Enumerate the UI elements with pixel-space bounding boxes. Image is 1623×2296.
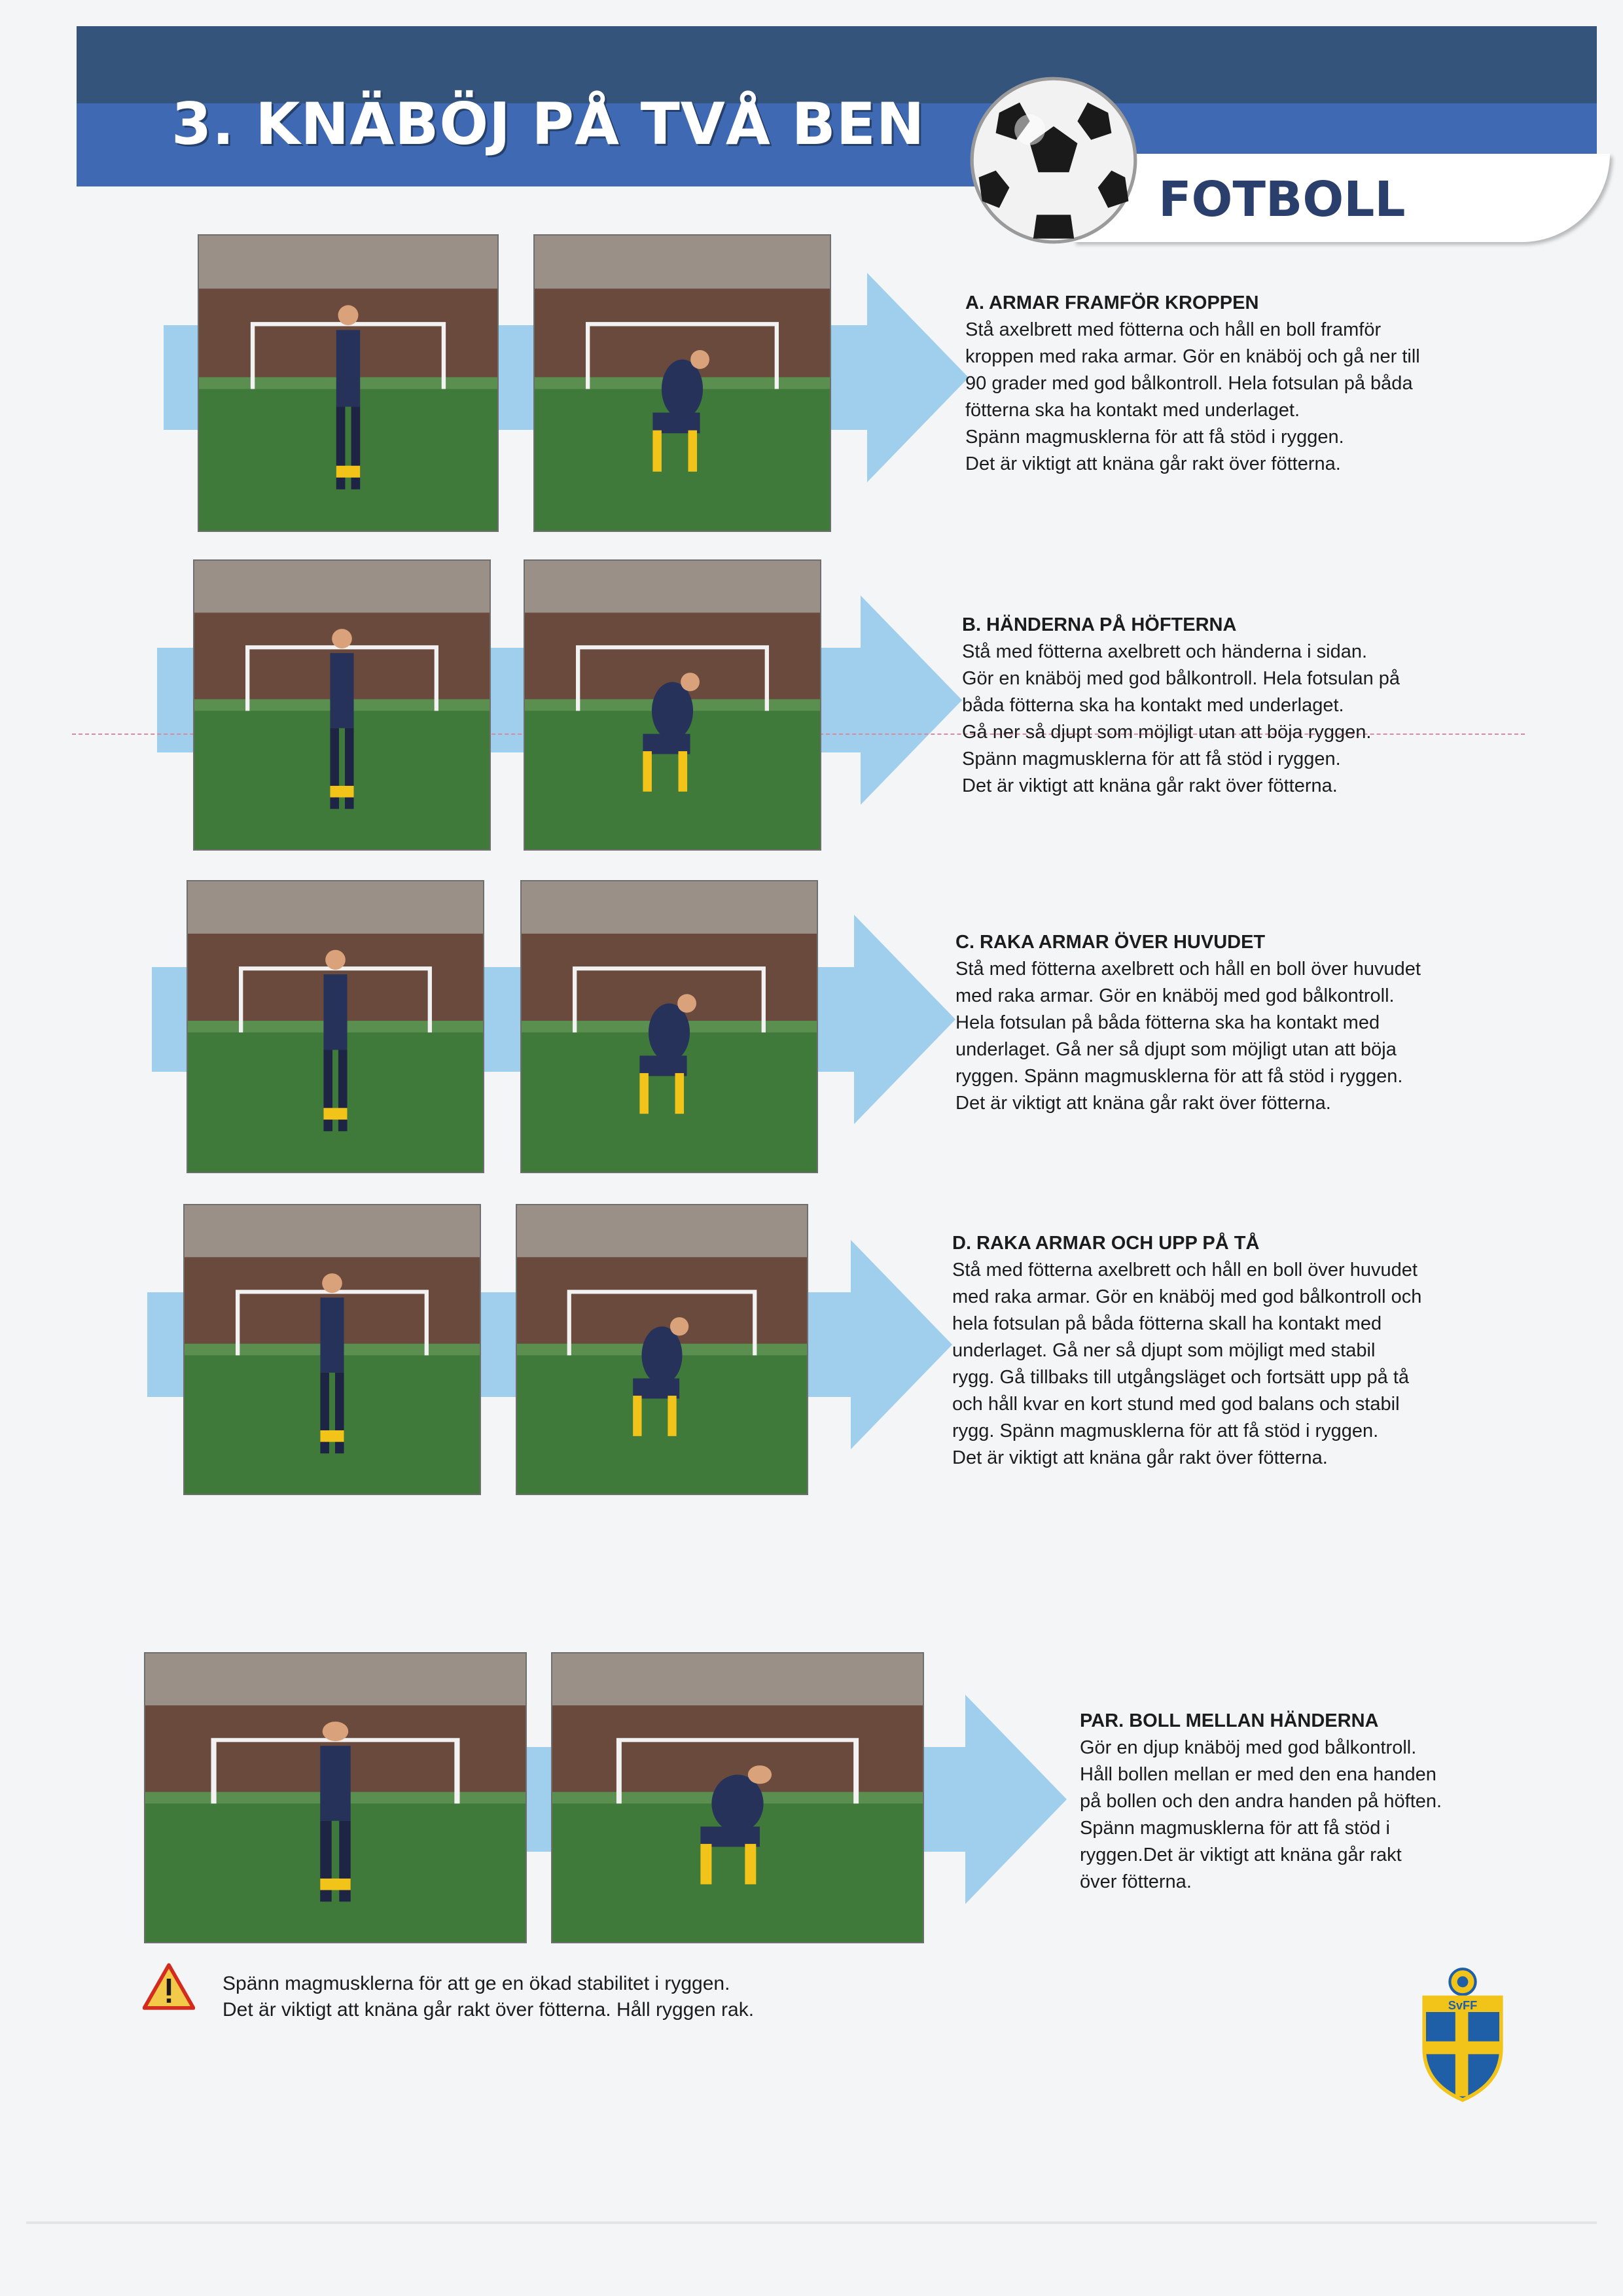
person-thighs	[652, 413, 700, 434]
exercise-a-line: Spänn magmusklerna för att få stöd i ryggen.	[965, 427, 1344, 448]
person-torso	[323, 974, 347, 1050]
row-d-photo-standing	[183, 1204, 481, 1495]
photo-image	[517, 1205, 807, 1494]
exercise-a-line: Det är viktigt att knäna går rakt över fötterna.	[965, 453, 1341, 474]
photo-sky	[145, 1653, 526, 1705]
exercise-a-line: 90 grader med god bålkontroll. Hela fotsulan på båda	[965, 373, 1413, 394]
exercise-c-heading: C. RAKA ARMAR ÖVER HUVUDET	[955, 932, 1266, 953]
exercise-a-line: fötterna ska ha kontakt med underlaget.	[965, 400, 1300, 421]
person-torso	[336, 330, 360, 406]
exercise-a-heading: A. ARMAR FRAMFÖR KROPPEN	[965, 292, 1259, 313]
photo-sky	[188, 881, 483, 934]
exercise-c-line: underlaget. Gå ner så djupt som möjligt utan att böja	[955, 1039, 1397, 1060]
photo-image	[188, 881, 483, 1172]
row-c-photo-standing	[187, 880, 484, 1173]
exercise-b-line: Det är viktigt att knäna går rakt över fötterna.	[962, 775, 1338, 796]
row-a-photo-standing	[198, 234, 499, 532]
exercise-par-line: Spänn magmusklerna för att få stöd i	[1080, 1818, 1390, 1839]
exercise-par-heading: PAR. BOLL MELLAN HÄNDERNA	[1080, 1710, 1379, 1731]
exercise-d-line: Stå med fötterna axelbrett och håll en boll över huvudet	[952, 1260, 1418, 1280]
exercise-b-line: Stå med fötterna axelbrett och händerna i sidan.	[962, 641, 1368, 662]
exercise-b-line: Gå ner så djupt som möjligt utan att böja ryggen.	[962, 722, 1372, 743]
exercise-par-line: över fötterna.	[1080, 1871, 1192, 1892]
row-c-arrow-icon	[854, 915, 955, 1124]
person-leg	[633, 1396, 641, 1436]
row-d-photo-squat	[516, 1204, 808, 1495]
warning-line: Spänn magmusklerna för att ge en ökad stabilitet i ryggen.	[223, 1973, 730, 1994]
person-head	[681, 673, 700, 691]
photo-sky	[185, 1205, 480, 1257]
photo-image	[535, 236, 830, 531]
person-thighs	[633, 1379, 679, 1399]
person-leg	[668, 1396, 676, 1436]
photo-sky	[194, 561, 490, 612]
row-par-photo-squat	[551, 1652, 924, 1943]
person-leg	[745, 1844, 756, 1884]
exercise-par-line: ryggen.Det är viktigt att knäna går rakt	[1080, 1845, 1402, 1865]
soccer-ball-icon	[969, 75, 1139, 245]
exercise-d-line: rygg. Spänn magmusklerna för att få stöd i ryggen.	[952, 1421, 1379, 1441]
person-leg	[700, 1844, 711, 1884]
person-head	[670, 1317, 688, 1335]
exercise-par-line: Håll bollen mellan er med den ena handen	[1080, 1764, 1436, 1785]
person-leg	[679, 751, 688, 792]
person-socks	[323, 1108, 347, 1120]
photo-sky	[199, 236, 497, 289]
exercise-c-line: Stå med fötterna axelbrett och håll en boll över huvudet	[955, 959, 1421, 980]
person-socks	[336, 466, 360, 478]
person-socks	[330, 786, 353, 798]
exercise-par-text	[1080, 1708, 1442, 1896]
exercise-b-line: båda fötterna ska ha kontakt med underlaget.	[962, 695, 1344, 716]
person-head	[322, 1273, 342, 1293]
photo-sky	[522, 881, 817, 934]
person-thighs	[639, 1055, 687, 1076]
photo-sky	[535, 236, 830, 289]
exercise-b-text	[962, 612, 1400, 800]
exercise-c-line: Det är viktigt att knäna går rakt över fötterna.	[955, 1093, 1331, 1114]
exercise-d-line: hela fotsulan på båda fötterna skall ha kontakt med	[952, 1313, 1382, 1334]
photo-image	[522, 881, 817, 1172]
person-head	[690, 350, 709, 369]
exercise-c-line: ryggen. Spänn magmusklerna för att få stöd i ryggen.	[955, 1066, 1403, 1087]
row-b-photo-standing	[193, 559, 491, 851]
photo-image	[199, 236, 497, 531]
person-head	[332, 629, 352, 648]
row-c-photo-squat	[520, 880, 818, 1173]
person-thighs	[643, 734, 690, 754]
photo-image	[525, 561, 820, 849]
person-head	[325, 950, 346, 970]
exercise-d-line: med raka armar. Gör en knäböj med god bålkontroll och	[952, 1286, 1422, 1307]
photo-sky	[525, 561, 820, 612]
row-par-photo-standing	[144, 1652, 527, 1943]
exercise-a-line: Stå axelbrett med fötterna och håll en boll framför	[965, 319, 1382, 340]
person-torso	[320, 1746, 350, 1821]
exercise-b-heading: B. HÄNDERNA PÅ HÖFTERNA	[962, 614, 1237, 635]
person-leg	[643, 751, 652, 792]
exercise-d-heading: D. RAKA ARMAR OCH UPP PÅ TÅ	[952, 1233, 1260, 1254]
exercise-d-text	[952, 1230, 1421, 1472]
person-thighs	[700, 1827, 760, 1847]
exercise-c-line: Hela fotsulan på båda fötterna ska ha kontakt med	[955, 1012, 1380, 1033]
row-a-arrow-icon	[867, 273, 969, 482]
person-socks	[320, 1430, 344, 1442]
exercise-c-line: med raka armar. Gör en knäböj med god bålkontroll.	[955, 985, 1395, 1006]
person-leg	[652, 431, 662, 472]
person-head	[748, 1765, 772, 1784]
photo-image	[552, 1653, 923, 1942]
warning-icon	[143, 1963, 195, 2010]
exercise-b-line: Gör en knäböj med god bålkontroll. Hela fotsulan på	[962, 668, 1400, 689]
photo-image	[194, 561, 490, 849]
row-b-photo-squat	[524, 559, 821, 851]
exercise-d-line: och håll kvar en kort stund med god balans och stabil	[952, 1394, 1400, 1415]
exercise-par-line: Gör en djup knäböj med god bålkontroll.	[1080, 1737, 1417, 1758]
warning-text	[223, 1971, 754, 2023]
warning-line: Det är viktigt att knäna går rakt över fötterna. Håll ryggen rak.	[223, 1999, 755, 2021]
row-a-photo-squat	[533, 234, 831, 532]
crest-text: SvFF	[1448, 1998, 1478, 2012]
photo-sky	[552, 1653, 923, 1705]
person-torso	[320, 1298, 344, 1373]
exercise-a-line: kroppen med raka armar. Gör en knäböj och gå ner till	[965, 346, 1420, 367]
exercise-a-text	[965, 290, 1420, 478]
photo-image	[145, 1653, 526, 1942]
person-head	[323, 1722, 349, 1741]
footer-line	[26, 2221, 1597, 2224]
sport-label: FOTBOLL	[1158, 171, 1406, 228]
row-par-arrow-icon	[965, 1695, 1067, 1904]
exercise-d-line: underlaget. Gå ner så djupt som möjligt med stabil	[952, 1340, 1376, 1361]
person-leg	[688, 431, 698, 472]
person-leg	[675, 1073, 685, 1114]
svff-crest-logo	[1417, 1966, 1508, 2104]
page-title: 3. KNÄBÖJ PÅ TVÅ BEN	[171, 90, 925, 158]
row-b-arrow-icon	[861, 595, 962, 805]
photo-sky	[517, 1205, 807, 1257]
person-torso	[330, 653, 353, 728]
exercise-par-line: på bollen och den andra handen på höften.	[1080, 1791, 1442, 1812]
person-head	[677, 994, 696, 1012]
exercise-d-line: Det är viktigt att knäna går rakt över fötterna.	[952, 1447, 1328, 1468]
row-d-arrow-icon	[851, 1240, 952, 1449]
exercise-b-line: Spänn magmusklerna för att få stöd i ryggen.	[962, 749, 1341, 769]
exercise-d-line: rygg. Gå tillbaks till utgångsläget och fortsätt upp på tå	[952, 1367, 1410, 1388]
photo-image	[185, 1205, 480, 1494]
person-head	[338, 305, 358, 325]
person-socks	[320, 1879, 350, 1890]
exercise-c-text	[955, 929, 1421, 1117]
person-leg	[639, 1073, 649, 1114]
